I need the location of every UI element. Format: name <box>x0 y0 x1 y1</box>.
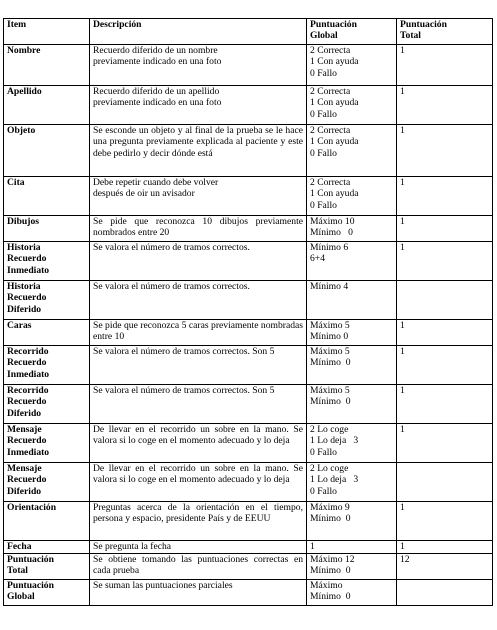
global-line: Mínimo 6 <box>310 242 349 253</box>
global-line: Mínimo 0 <box>310 357 351 369</box>
item-line: Orientación <box>7 502 57 513</box>
global-line: Máximo 5 <box>310 385 350 396</box>
item-line: Diferido <box>7 485 42 497</box>
item-line: Diferido <box>7 407 42 419</box>
cell-item <box>4 580 90 606</box>
descripcion-text: previamente indicado en una foto <box>93 97 222 109</box>
cell-puntuacion-total <box>397 216 493 242</box>
total-value: 1 <box>400 177 405 188</box>
cell-puntuacion-total <box>397 346 493 385</box>
table-row <box>4 242 493 281</box>
table-row <box>4 346 493 385</box>
global-line: Máximo 12 <box>310 554 355 565</box>
descripcion-text: Debe repetir cuando debe volver <box>93 177 219 188</box>
global-line: 2 Correcta <box>310 86 351 97</box>
global-line: Máximo 5 <box>310 320 350 331</box>
cell-puntuacion-total <box>397 125 493 177</box>
item-line: Inmediato <box>7 446 50 458</box>
global-line: Mínimo 0 <box>310 396 351 408</box>
total-value: 1 <box>400 502 405 513</box>
item-line: Recuerdo <box>7 253 47 265</box>
total-value: 1 <box>400 541 405 552</box>
total-value: 1 <box>400 320 405 331</box>
descripcion-text: Se esconde un objeto y al final de la prueba se le hace una pregunta previamente explicada al paciente y este debe pedirlo y decir dónde está <box>93 125 303 159</box>
item-line: Puntuación <box>7 554 54 565</box>
cell-descripcion <box>90 346 307 385</box>
item-line: Inmediato <box>7 368 50 380</box>
cell-puntuacion-total <box>397 424 493 463</box>
global-line: 2 Lo coge <box>310 424 349 435</box>
table-row <box>4 554 493 580</box>
cell-item <box>4 554 90 580</box>
global-line: Mínimo 4 <box>310 281 349 292</box>
total-value: 1 <box>400 424 405 435</box>
global-line: 1 Lo deja 3 <box>310 435 359 447</box>
table-row <box>4 86 493 125</box>
cell-item <box>4 502 90 541</box>
cell-descripcion <box>90 502 307 541</box>
cell-puntuacion-total <box>397 177 493 216</box>
descripcion-text: después de oir un avisador <box>93 188 195 200</box>
descripcion-text: De llevar en el recorrido un sobre en la mano. Se valora si lo coge en el momento adecuado y lo deja <box>93 424 303 447</box>
item-line: Recorrido <box>7 346 49 357</box>
cell-puntuacion-global <box>307 320 397 346</box>
descripcion-text: Se valora el número de tramos correctos. Son 5 <box>93 385 275 396</box>
cell-item <box>4 242 90 281</box>
global-line: Máximo <box>310 580 343 591</box>
global-line: 1 Lo deja 3 <box>310 474 359 486</box>
total-value: 1 <box>400 86 405 97</box>
descripcion-text: Recuerdo diferido de un nombre <box>93 45 218 56</box>
cell-puntuacion-global <box>307 554 397 580</box>
global-line: 1 <box>310 541 315 552</box>
item-line: Recuerdo <box>7 435 47 447</box>
cell-puntuacion-global <box>307 86 397 125</box>
table-row <box>4 463 493 502</box>
cell-puntuacion-global <box>307 177 397 216</box>
total-value: 1 <box>400 216 405 227</box>
descripcion-text: previamente indicado en una foto <box>93 56 222 68</box>
table-row <box>4 424 493 463</box>
item-line: Recuerdo <box>7 396 47 408</box>
cell-puntuacion-global <box>307 424 397 463</box>
global-line: Mínimo 0 <box>310 331 349 343</box>
global-line: Mínimo 0 <box>310 591 351 603</box>
global-line: 0 Fallo <box>310 199 337 211</box>
cell-descripcion <box>90 242 307 281</box>
global-line: Máximo 10 <box>310 216 355 227</box>
table-row <box>4 502 493 541</box>
table-row <box>4 125 493 177</box>
header-item: Item <box>4 19 90 45</box>
table-body <box>4 45 493 606</box>
table-row <box>4 45 493 86</box>
item-line: Recuerdo <box>7 292 47 304</box>
cell-descripcion <box>90 541 307 554</box>
item-line: Total <box>7 565 28 577</box>
header-descripcion: Descripción <box>90 19 307 45</box>
item-line: Nombre <box>7 45 41 56</box>
cell-puntuacion-global <box>307 346 397 385</box>
global-line: 0 Fallo <box>310 108 337 120</box>
global-line: 2 Lo coge <box>310 463 349 474</box>
cell-descripcion <box>90 385 307 424</box>
global-line: 1 Con ayuda <box>310 136 359 148</box>
cell-puntuacion-total <box>397 320 493 346</box>
item-line: Historia <box>7 281 41 292</box>
cell-descripcion <box>90 281 307 320</box>
cell-descripcion <box>90 424 307 463</box>
cell-puntuacion-global <box>307 580 397 606</box>
header-row <box>4 19 493 45</box>
cell-puntuacion-global <box>307 463 397 502</box>
global-line: 1 Con ayuda <box>310 188 359 200</box>
cell-puntuacion-total <box>397 86 493 125</box>
item-line: Diferido <box>7 303 42 315</box>
total-value: 1 <box>400 385 405 396</box>
cell-item <box>4 320 90 346</box>
cell-puntuacion-global <box>307 125 397 177</box>
item-line: Cita <box>7 177 25 188</box>
cell-puntuacion-total <box>397 580 493 606</box>
item-line: Mensaje <box>7 424 42 435</box>
item-line: Caras <box>7 320 32 331</box>
descripcion-text: De llevar en el recorrido un sobre en la mano. Se valora si lo coge en el momento adecuado y lo deja <box>93 463 303 486</box>
cell-descripcion <box>90 216 307 242</box>
descripcion-text: Se obtiene tomando las puntuaciones correctas en cada prueba <box>93 554 303 577</box>
global-line: 2 Correcta <box>310 177 351 188</box>
global-line: Máximo 5 <box>310 346 350 357</box>
descripcion-text: Se pide que reconozca 5 caras previamente nombradas entre 10 <box>93 320 303 343</box>
cell-item <box>4 346 90 385</box>
global-line: 0 Fallo <box>310 485 337 497</box>
cell-puntuacion-total <box>397 45 493 86</box>
global-line: Mínimo 0 <box>310 513 351 525</box>
cell-item <box>4 177 90 216</box>
descripcion-text: Se valora el número de tramos correctos. Son 5 <box>93 346 275 357</box>
document-page <box>3 18 492 606</box>
cell-descripcion <box>90 580 307 606</box>
global-line: 0 Fallo <box>310 446 337 458</box>
header-puntuacion-global: Puntuación Global <box>307 19 397 45</box>
cell-item <box>4 385 90 424</box>
item-line: Puntuación <box>7 580 54 591</box>
item-line: Recuerdo <box>7 357 47 369</box>
table-row <box>4 216 493 242</box>
cell-puntuacion-global <box>307 281 397 320</box>
table-row <box>4 177 493 216</box>
cell-descripcion <box>90 86 307 125</box>
item-line: Apellido <box>7 86 42 97</box>
descripcion-text: Se pregunta la fecha <box>93 541 172 552</box>
item-line: Recuerdo <box>7 474 47 486</box>
table-row <box>4 580 493 606</box>
total-value: 1 <box>400 242 405 253</box>
global-line: 2 Correcta <box>310 125 351 136</box>
cell-puntuacion-total <box>397 242 493 281</box>
cell-puntuacion-total <box>397 554 493 580</box>
global-line: 6+4 <box>310 253 326 265</box>
cell-item <box>4 463 90 502</box>
cell-puntuacion-global <box>307 385 397 424</box>
global-line: Mínimo 0 <box>310 565 351 577</box>
descripcion-text: Se valora el número de tramos correctos. <box>93 281 250 292</box>
descripcion-text: Preguntas acerca de la orientación en el tiempo, persona y espacio, presidente País y de EEUU <box>93 502 303 525</box>
global-line: 1 Con ayuda <box>310 56 359 68</box>
cell-descripcion <box>90 177 307 216</box>
cell-puntuacion-global <box>307 216 397 242</box>
item-line: Historia <box>7 242 41 253</box>
cell-puntuacion-total <box>397 541 493 554</box>
cell-item <box>4 216 90 242</box>
table-row <box>4 541 493 554</box>
cell-descripcion <box>90 125 307 177</box>
item-line: Objeto <box>7 125 36 136</box>
cell-descripcion <box>90 320 307 346</box>
descripcion-text: Recuerdo diferido de un apellido <box>93 86 220 97</box>
cell-item <box>4 86 90 125</box>
cell-item <box>4 541 90 554</box>
table-row <box>4 385 493 424</box>
cell-descripcion <box>90 554 307 580</box>
item-line: Dibujos <box>7 216 39 227</box>
total-value: 12 <box>400 554 410 565</box>
item-line: Inmediato <box>7 264 50 276</box>
cell-puntuacion-global <box>307 502 397 541</box>
global-line: 0 Fallo <box>310 147 337 159</box>
global-line: 1 Con ayuda <box>310 97 359 109</box>
cell-puntuacion-total <box>397 463 493 502</box>
table-row <box>4 281 493 320</box>
scoring-table <box>3 18 493 606</box>
cell-puntuacion-global <box>307 45 397 86</box>
global-line: 2 Correcta <box>310 45 351 56</box>
cell-puntuacion-total <box>397 502 493 541</box>
item-line: Fecha <box>7 541 32 552</box>
cell-item <box>4 125 90 177</box>
cell-descripcion <box>90 463 307 502</box>
cell-descripcion <box>90 45 307 86</box>
global-line: Máximo 9 <box>310 502 350 513</box>
cell-item <box>4 281 90 320</box>
table-row <box>4 320 493 346</box>
descripcion-text: Se valora el número de tramos correctos. <box>93 242 250 253</box>
global-line: Mínimo 0 <box>310 227 353 239</box>
item-line: Mensaje <box>7 463 42 474</box>
cell-item <box>4 424 90 463</box>
item-line: Recorrido <box>7 385 49 396</box>
cell-puntuacion-global <box>307 242 397 281</box>
cell-puntuacion-total <box>397 385 493 424</box>
descripcion-text: Se suman las puntuaciones parciales <box>93 580 233 591</box>
total-value: 1 <box>400 45 405 56</box>
descripcion-text: Se pide que reconozca 10 dibujos previamente nombrados entre 20 <box>93 216 303 239</box>
cell-item <box>4 45 90 86</box>
total-value: 1 <box>400 125 405 136</box>
item-line: Global <box>7 591 35 603</box>
header-puntuacion-total: Puntuación Total <box>397 19 493 45</box>
total-value: 1 <box>400 346 405 357</box>
global-line: 0 Fallo <box>310 67 337 79</box>
cell-puntuacion-total <box>397 281 493 320</box>
cell-puntuacion-global <box>307 541 397 554</box>
